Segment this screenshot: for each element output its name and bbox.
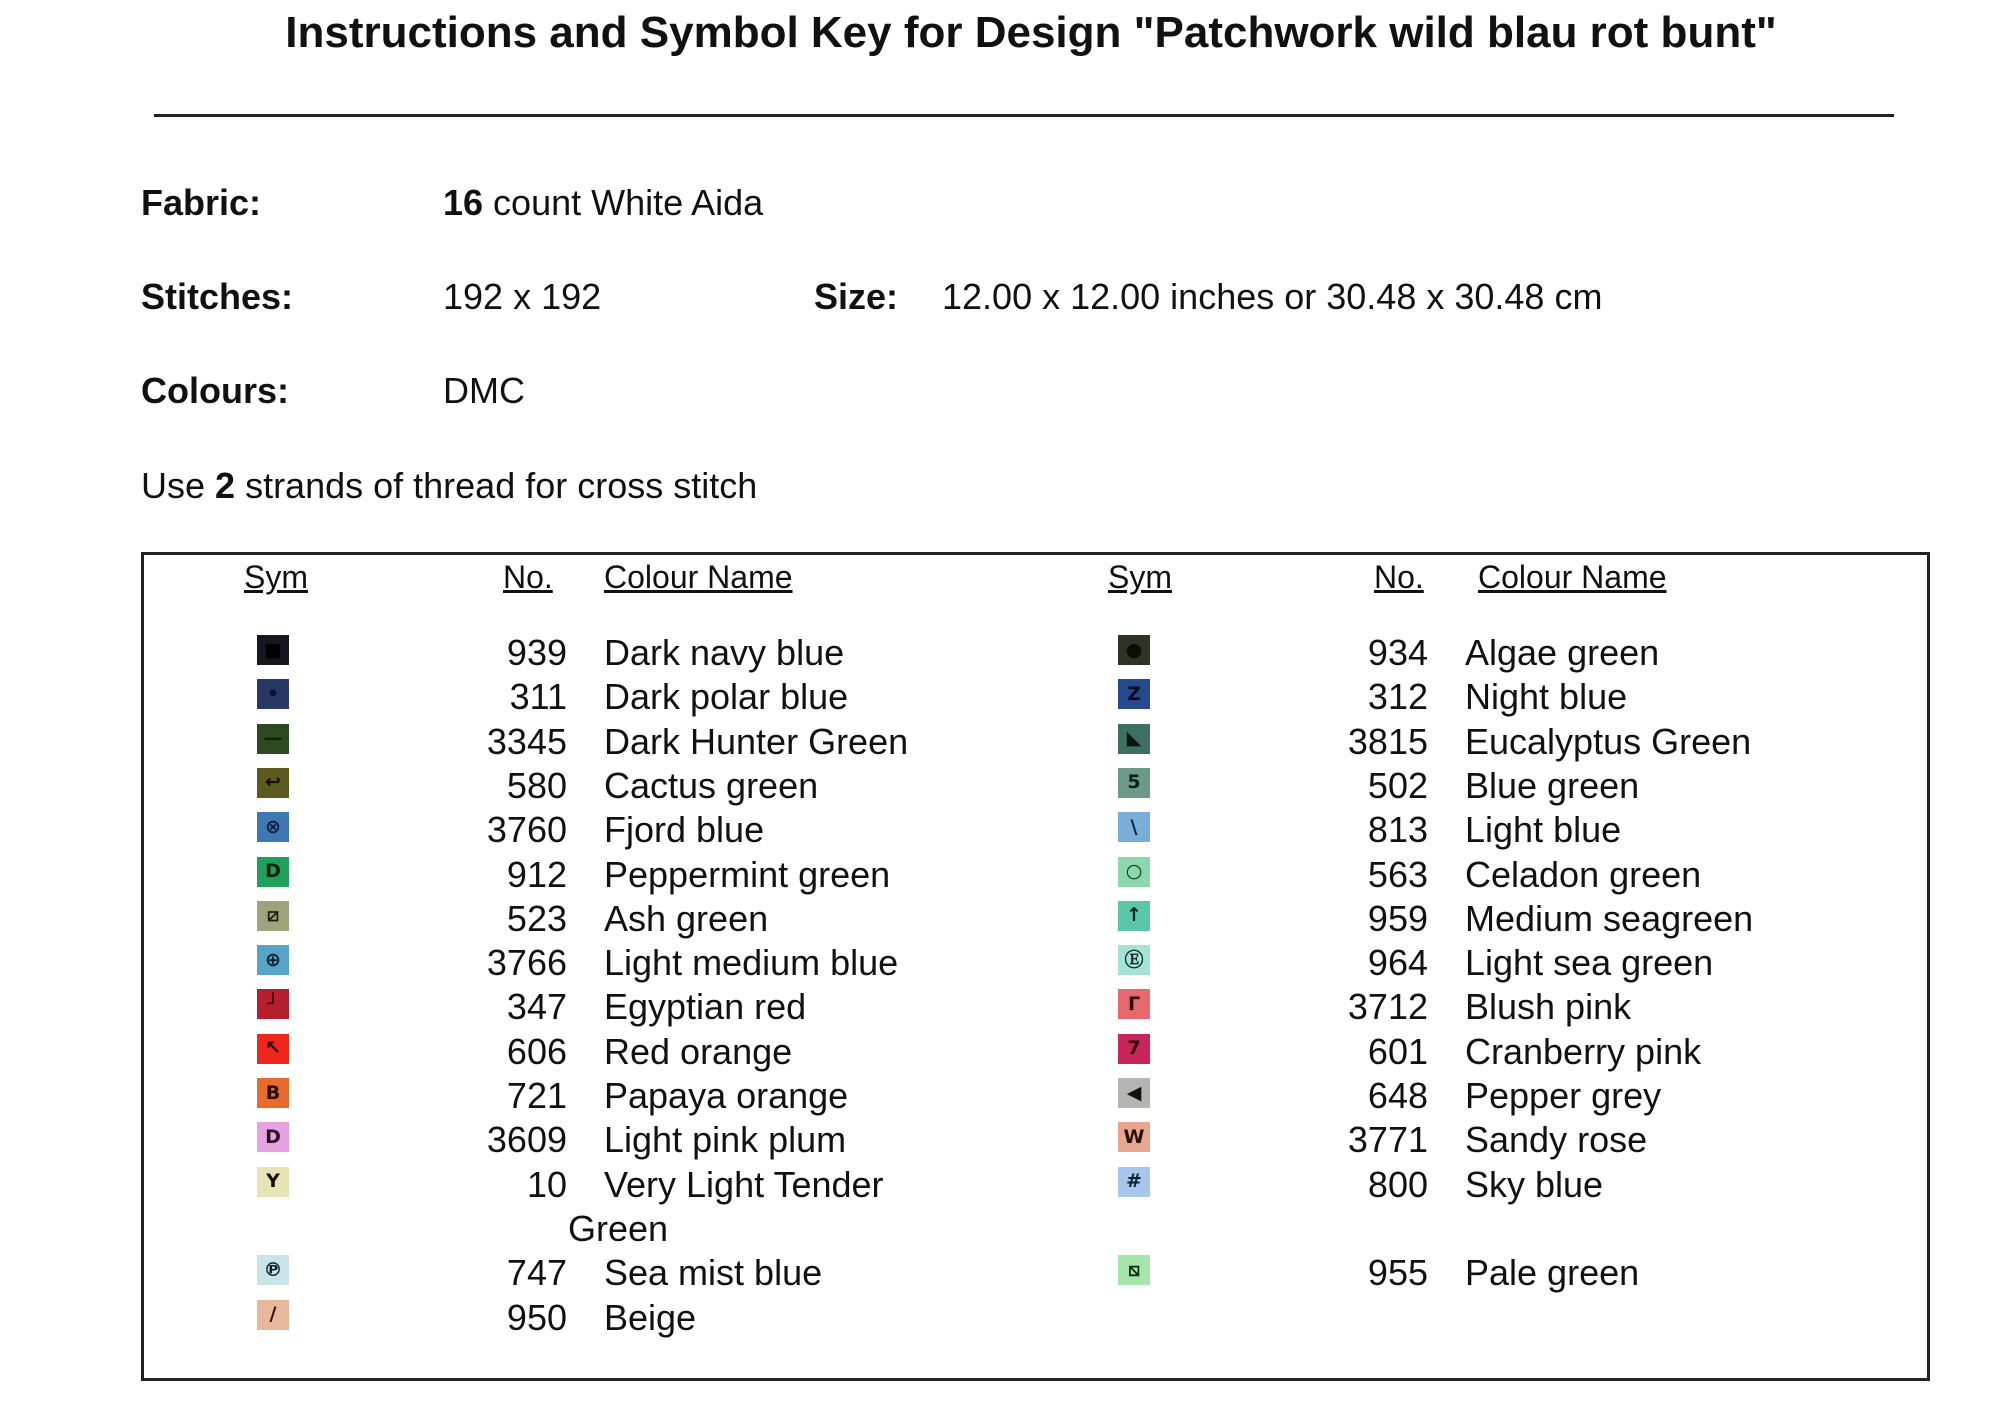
- colours-line: [141, 370, 289, 412]
- colour-number: 3712: [1347, 986, 1428, 1028]
- colour-number: 939: [506, 632, 567, 673]
- key-row: [1118, 631, 1978, 675]
- key-row: [1118, 1118, 1978, 1162]
- colour-number: 721: [506, 1075, 567, 1116]
- fabric-description: count White Aida: [483, 182, 764, 223]
- colour-number: 347: [506, 986, 567, 1028]
- key-row: [1118, 985, 1978, 1029]
- key-row: [257, 897, 1117, 941]
- colour-name: Sky blue: [1465, 1163, 1604, 1205]
- colour-number: 950: [506, 1296, 567, 1338]
- colour-name: Very Light Tender: [604, 1163, 884, 1205]
- colour-swatch-icon: Ⓔ: [1118, 945, 1150, 975]
- header-sym-left: Sym: [244, 559, 308, 595]
- header-name-left: Colour Name: [604, 559, 793, 595]
- key-row: [257, 1251, 1117, 1295]
- colour-name: Papaya orange: [604, 1075, 849, 1116]
- colour-swatch-icon: 7: [1118, 1034, 1150, 1064]
- colour-number: 955: [1367, 1252, 1428, 1294]
- colour-swatch-icon: B: [257, 1078, 289, 1108]
- key-row: [257, 720, 1117, 764]
- colour-swatch-icon: ◣: [1118, 724, 1150, 754]
- colour-number: 312: [1367, 676, 1428, 718]
- colour-swatch-icon: ↖: [257, 1034, 289, 1064]
- colour-name: Light blue: [1465, 809, 1622, 851]
- colour-swatch-icon: Γ: [1118, 989, 1150, 1019]
- colour-name: Ash green: [604, 897, 769, 939]
- colour-number: 934: [1367, 632, 1428, 673]
- colour-name: Cactus green: [604, 764, 819, 806]
- key-row: [1118, 720, 1978, 764]
- colour-swatch-icon: #: [1118, 1167, 1150, 1197]
- stitches-value: 192 x 192: [443, 276, 602, 317]
- colour-number: 648: [1367, 1075, 1428, 1116]
- colour-number: 959: [1367, 897, 1428, 939]
- stitches-line: [141, 276, 293, 318]
- colour-number: 3760: [486, 809, 567, 851]
- colour-name: Egyptian red: [604, 986, 807, 1028]
- strands-count: 2: [215, 465, 236, 506]
- key-row: [257, 1296, 1117, 1340]
- colour-swatch-icon: ↩: [257, 768, 289, 798]
- colour-number: 747: [506, 1252, 567, 1294]
- colour-number: 10: [526, 1163, 567, 1205]
- fabric-label: Fabric:: [141, 182, 262, 223]
- key-row: [1118, 941, 1978, 985]
- strands-suffix: strands of thread for cross stitch: [235, 465, 758, 506]
- colour-name: Beige: [604, 1296, 697, 1338]
- key-row: [1118, 897, 1978, 941]
- colour-swatch-icon: ◀: [1118, 1078, 1150, 1108]
- colour-swatch-icon: ■: [257, 635, 289, 665]
- key-row: [257, 853, 1117, 897]
- colour-name: Sandy rose: [1465, 1119, 1648, 1161]
- strands-prefix: Use: [141, 465, 216, 506]
- key-row: [257, 1074, 1117, 1118]
- colour-name: Sea mist blue: [604, 1252, 823, 1294]
- colour-swatch-icon: Z: [1118, 679, 1150, 709]
- colour-name: Dark navy blue: [604, 632, 845, 673]
- colour-name: Pepper grey: [1465, 1075, 1662, 1116]
- fabric-count: 16: [443, 182, 484, 223]
- colour-swatch-icon: D: [257, 857, 289, 887]
- colour-name: Fjord blue: [604, 809, 765, 851]
- key-row: [257, 808, 1117, 852]
- colour-swatch-icon: •: [257, 679, 289, 709]
- colour-number: 580: [506, 764, 567, 806]
- colour-swatch-icon: ℗: [257, 1255, 289, 1285]
- colour-number: 606: [506, 1030, 567, 1072]
- colour-name: Cranberry pink: [1465, 1030, 1702, 1072]
- colour-name-continued: Green: [568, 1207, 669, 1249]
- colour-swatch-icon: ●: [1118, 635, 1150, 665]
- colour-name: Light pink plum: [604, 1119, 847, 1161]
- strands-instruction: [141, 465, 757, 507]
- colour-name: Red orange: [604, 1030, 793, 1072]
- colour-swatch-icon: ⧄: [257, 901, 289, 931]
- key-row: [257, 675, 1117, 719]
- header-sym-right: Sym: [1108, 559, 1172, 595]
- colour-swatch-icon: D: [257, 1122, 289, 1152]
- colour-name: Light medium blue: [604, 942, 899, 984]
- colour-swatch-icon: \: [1118, 812, 1150, 842]
- key-row: [257, 764, 1117, 808]
- stitches-label: Stitches:: [141, 276, 294, 317]
- colour-name: Celadon green: [1465, 853, 1702, 895]
- fabric-line: [141, 182, 261, 224]
- colour-swatch-icon: /: [257, 1300, 289, 1330]
- colour-number: 813: [1367, 809, 1428, 851]
- colour-swatch-icon: ⊗: [257, 812, 289, 842]
- colour-number: 912: [506, 853, 567, 895]
- key-row: [257, 631, 1117, 675]
- colour-name: Dark Hunter Green: [604, 720, 909, 762]
- colour-number: 3771: [1347, 1119, 1428, 1161]
- colours-label: Colours:: [141, 370, 289, 411]
- colour-number: 601: [1367, 1030, 1428, 1072]
- key-row: [1118, 764, 1978, 808]
- colour-name: Algae green: [1465, 632, 1660, 673]
- title-divider: [154, 114, 1894, 117]
- colour-number: 523: [506, 897, 567, 939]
- colour-name: Pale green: [1465, 1252, 1640, 1294]
- colour-swatch-icon: ↑: [1118, 901, 1150, 931]
- size-value: 12.00 x 12.00 inches or 30.48 x 30.48 cm: [942, 276, 1603, 317]
- key-row: [1118, 1030, 1978, 1074]
- page-title: Instructions and Symbol Key for Design "Patchwork wild blau rot bunt": [285, 8, 1777, 57]
- colour-name: Night blue: [1465, 676, 1628, 718]
- colour-name: Light sea green: [1465, 942, 1714, 984]
- key-row: [257, 985, 1117, 1029]
- header-no-left: No.: [503, 559, 553, 595]
- size-line: [814, 276, 898, 318]
- colour-swatch-icon: Y: [257, 1167, 289, 1197]
- colour-number: 502: [1367, 764, 1428, 806]
- colour-swatch-icon: ○: [1118, 857, 1150, 887]
- colour-number: 800: [1367, 1163, 1428, 1205]
- key-row: [1118, 1251, 1978, 1295]
- header-name-right: Colour Name: [1478, 559, 1667, 595]
- key-row: [257, 941, 1117, 985]
- colour-swatch-icon: ┘: [257, 989, 289, 1019]
- colour-number: 311: [509, 676, 567, 718]
- colour-name: Medium seagreen: [1465, 897, 1754, 939]
- colours-value: DMC: [443, 370, 525, 411]
- colour-number: 964: [1367, 942, 1428, 984]
- fabric-value: [443, 182, 763, 224]
- colour-number: 3609: [486, 1119, 567, 1161]
- colour-name: Peppermint green: [604, 853, 891, 895]
- colour-name: Dark polar blue: [604, 676, 849, 718]
- colour-name: Eucalyptus Green: [1465, 720, 1752, 762]
- key-row: [257, 1163, 1117, 1249]
- key-row: [1118, 1163, 1978, 1207]
- key-row: [257, 1118, 1117, 1162]
- colour-swatch-icon: —: [257, 724, 289, 754]
- colour-number: 3815: [1347, 720, 1428, 762]
- key-row: [1118, 808, 1978, 852]
- colour-swatch-icon: ⊕: [257, 945, 289, 975]
- key-row: [1118, 853, 1978, 897]
- colour-name: Blush pink: [1465, 986, 1632, 1028]
- key-row: [257, 1030, 1117, 1074]
- key-row: [1118, 675, 1978, 719]
- symbol-key-table: [141, 552, 1930, 1381]
- colour-swatch-icon: 5: [1118, 768, 1150, 798]
- colour-name: Blue green: [1465, 764, 1640, 806]
- colour-number: 3345: [486, 720, 567, 762]
- key-row: [1118, 1074, 1978, 1118]
- colour-number: 563: [1367, 853, 1428, 895]
- colour-swatch-icon: W: [1118, 1122, 1150, 1152]
- size-label: Size:: [814, 276, 899, 317]
- colour-number: 3766: [486, 942, 567, 984]
- header-no-right: No.: [1374, 559, 1424, 595]
- colour-swatch-icon: ⧅: [1118, 1255, 1150, 1285]
